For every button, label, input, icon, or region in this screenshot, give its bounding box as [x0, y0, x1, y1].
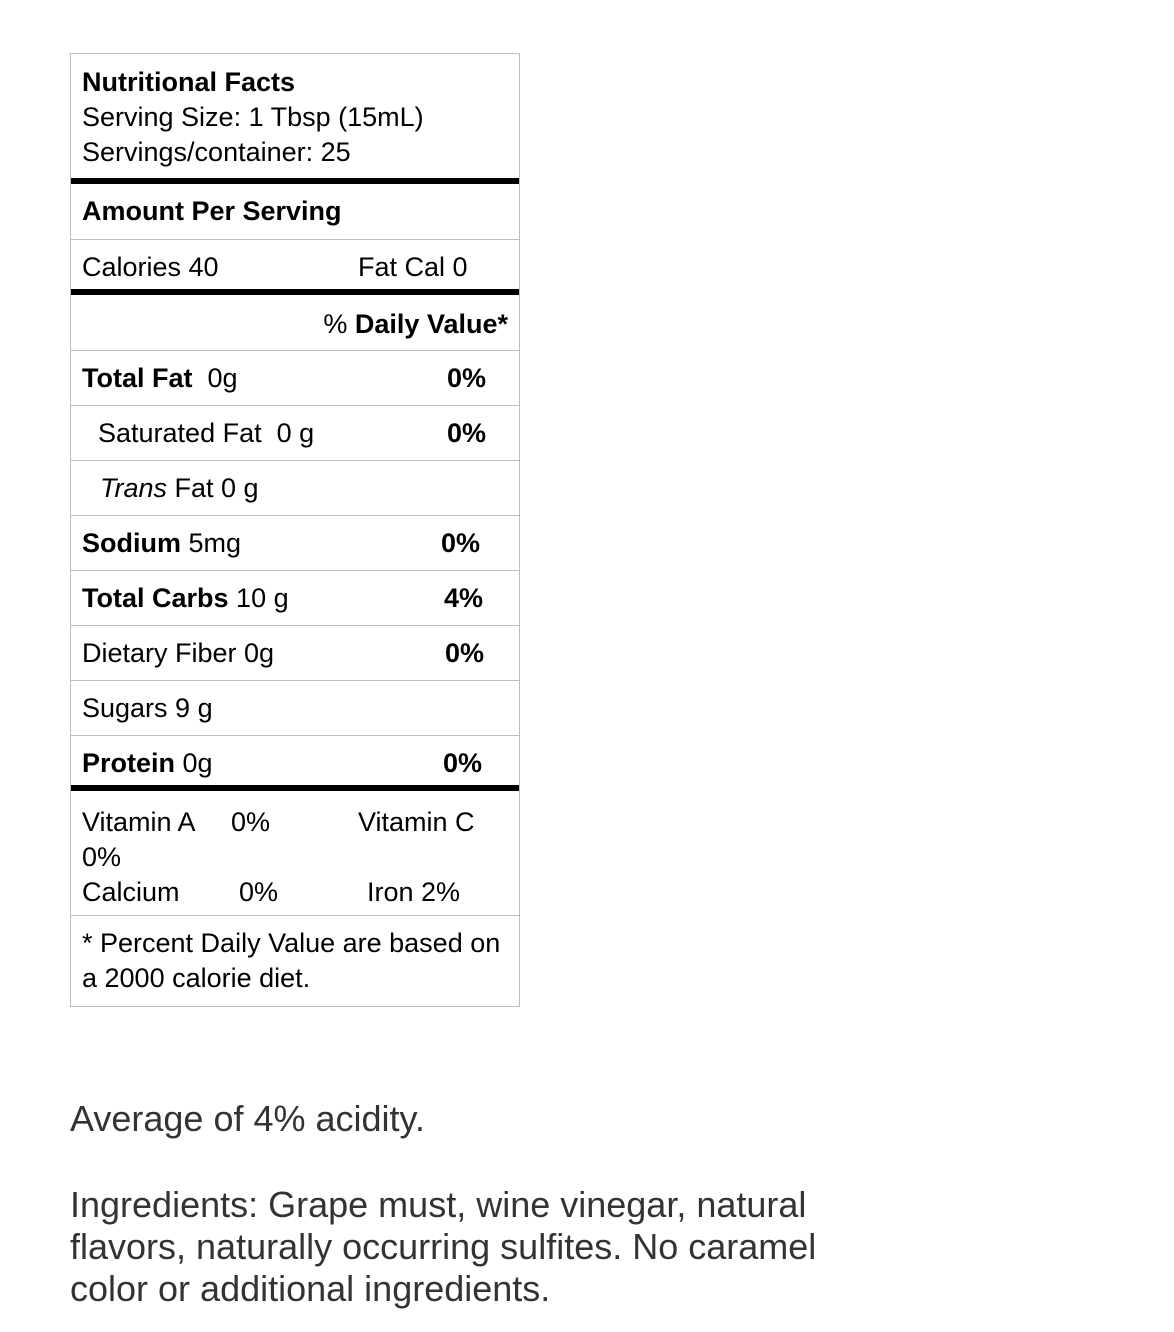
total-carbs-row [71, 571, 519, 626]
calories: Calories 40 [82, 252, 219, 282]
total-fat-amount: 0g [207, 363, 238, 393]
nutrition-facts-label [70, 53, 520, 1007]
daily-value-header [323, 307, 508, 342]
vitamin-a-label: Vitamin A [82, 807, 196, 837]
iron-value: Iron 2% [367, 877, 461, 907]
amount-per-serving [71, 184, 519, 240]
trans-fat-row [71, 461, 519, 516]
vitamin-c-label: Vitamin C [358, 807, 475, 837]
saturated-fat-dv: 0% [447, 418, 487, 448]
daily-value-header-row [71, 295, 519, 351]
dietary-fiber-dv: 0% [445, 638, 485, 668]
dietary-fiber-row [71, 626, 519, 681]
saturated-fat-label: Saturated Fat 0 g [98, 418, 315, 448]
trans-fat-name: Trans [100, 473, 168, 503]
servings-per-container: Servings/container: 25 [82, 137, 351, 167]
daily-value-header-text: Daily Value* [354, 309, 508, 339]
sodium-name: Sodium [82, 528, 181, 558]
acidity-note: Average of 4% acidity. [70, 1098, 425, 1139]
serving-size: Serving Size: 1 Tbsp (15mL) [82, 102, 424, 132]
total-carbs-label [82, 581, 289, 616]
footnote: * Percent Daily Value are based on a 2000 calorie diet. [82, 928, 501, 993]
trans-fat-rest: Fat 0 g [174, 473, 259, 503]
vitamin-a-value: 0% [231, 807, 271, 837]
calories-row [71, 240, 519, 295]
fat-calories: Fat Cal 0 [358, 252, 468, 282]
protein-amount: 0g [182, 748, 213, 778]
sodium-label [82, 526, 241, 561]
sodium-amount: 5mg [188, 528, 242, 558]
daily-value-percent-sign: % [323, 309, 348, 339]
protein-name: Protein [82, 748, 176, 778]
saturated-fat-row [71, 406, 519, 461]
label-title: Nutritional Facts [82, 67, 296, 97]
total-fat-row [71, 351, 519, 406]
total-fat-name: Total Fat [82, 363, 193, 393]
protein-row [71, 736, 519, 791]
amount-per-serving-text: Amount Per Serving [82, 196, 342, 226]
trans-fat-label [100, 471, 259, 506]
sodium-row [71, 516, 519, 571]
sugars-row [71, 681, 519, 736]
vitamin-c-value: 0% [82, 842, 122, 872]
protein-label [82, 746, 213, 781]
total-carbs-name: Total Carbs [82, 583, 229, 613]
ingredients-text: Ingredients: Grape must, wine vinegar, natural flavors, naturally occurring sulfites. No caramel color or additional ingredients. [70, 1184, 817, 1309]
sodium-dv: 0% [441, 528, 481, 558]
dietary-fiber-label: Dietary Fiber 0g [82, 638, 275, 668]
total-fat-dv: 0% [447, 363, 487, 393]
protein-dv: 0% [443, 748, 483, 778]
total-carbs-amount: 10 g [236, 583, 289, 613]
sugars-label: Sugars 9 g [82, 693, 213, 723]
calcium-value: 0% [239, 877, 279, 907]
footnote-section [71, 916, 519, 1006]
total-carbs-dv: 4% [444, 583, 484, 613]
total-fat-label [82, 361, 238, 396]
calcium-label: Calcium [82, 877, 180, 907]
label-header [71, 54, 519, 184]
vitamins-section [71, 791, 519, 916]
